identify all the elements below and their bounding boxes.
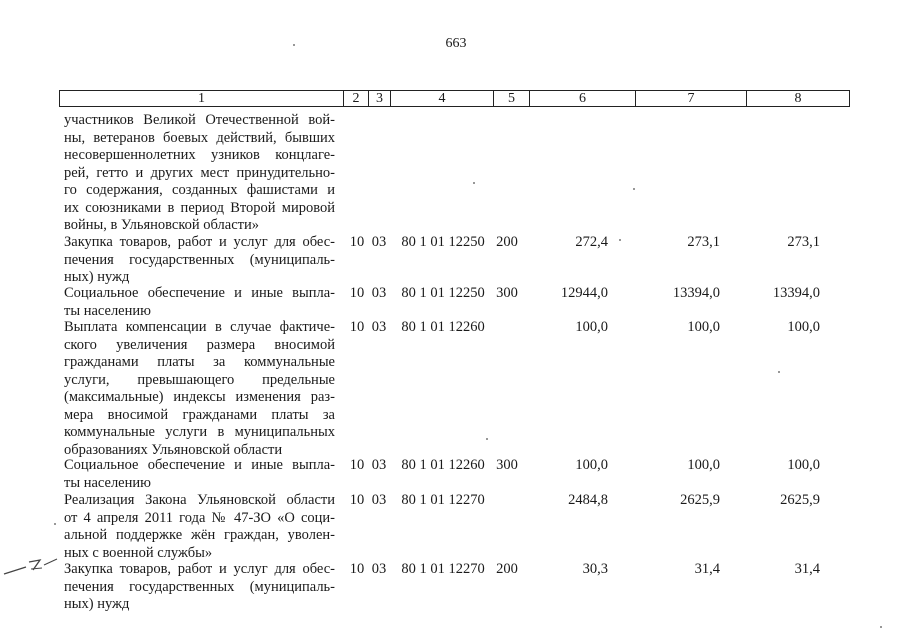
amount-col-7: 31,4 <box>694 561 720 577</box>
description-line: ных) нужд <box>64 269 130 285</box>
description-line: от 4 апреля 2011 года № 47-ЗО «О соци- <box>64 509 335 526</box>
section-code: 10 <box>349 457 365 473</box>
row-description <box>64 492 335 562</box>
description-line: Социальное обеспечение и иные выпла- <box>64 285 335 301</box>
subsection-code: 03 <box>371 492 387 508</box>
description-line: Социальное обеспечение и иные выпла- <box>64 457 335 473</box>
subsection-code: 03 <box>371 561 387 577</box>
column-header-7: 7 <box>635 91 746 106</box>
row-description <box>64 457 335 492</box>
description-line: мера вносимой гражданами платы за <box>64 406 335 423</box>
target-article-code: 80 1 01 12270 <box>401 492 485 508</box>
column-header-8: 8 <box>746 91 849 106</box>
section-code: 10 <box>349 285 365 301</box>
subsection-code: 03 <box>371 234 387 250</box>
amount-col-6: 12944,0 <box>560 285 608 301</box>
description-line: Закупка товаров, работ и услуг для обес- <box>64 234 335 250</box>
description-line: печения государственных (муниципаль- <box>64 251 335 268</box>
amount-col-8: 100,0 <box>787 319 820 335</box>
description-line: ны, ветеранов боевых действий, бывших <box>64 129 335 146</box>
description-line: ных) нужд <box>64 596 130 612</box>
description-line: услуги, превышающего предельные <box>64 371 335 388</box>
target-article-code: 80 1 01 12250 <box>401 285 485 301</box>
page-number: 663 <box>445 36 467 51</box>
description-line: несовершеннолетних узников концлаге- <box>64 147 335 163</box>
amount-col-8: 100,0 <box>787 457 820 473</box>
description-line: Выплата компенсации в случае фактиче- <box>64 319 335 335</box>
column-header-6: 6 <box>529 91 635 106</box>
column-header-1: 1 <box>198 91 205 106</box>
amount-col-6: 272,4 <box>575 234 608 250</box>
amount-col-7: 100,0 <box>687 319 720 335</box>
target-article-code: 80 1 01 12250 <box>401 234 485 250</box>
description-line: (максимальные) индексы изменения раз- <box>64 389 335 405</box>
amount-col-7: 100,0 <box>687 457 720 473</box>
row-description <box>64 285 335 320</box>
description-line: гражданами платы за коммунальные <box>64 354 335 370</box>
description-line: рей, гетто и других мест принудительно- <box>64 164 335 181</box>
amount-col-7: 273,1 <box>687 234 720 250</box>
description-line: Закупка товаров, работ и услуг для обес- <box>64 561 335 577</box>
section-code: 10 <box>349 319 365 335</box>
amount-col-7: 13394,0 <box>672 285 720 301</box>
table-header <box>59 90 850 107</box>
row-description <box>64 319 335 459</box>
amount-col-8: 2625,9 <box>780 492 820 508</box>
expense-type-code: 200 <box>496 234 518 250</box>
expense-type-code: 300 <box>496 285 518 301</box>
amount-col-6: 100,0 <box>575 457 608 473</box>
target-article-code: 80 1 01 12270 <box>401 561 485 577</box>
description-line: ского увеличения размера вносимой <box>64 336 335 353</box>
description-line: Реализация Закона Ульяновской области <box>64 492 335 508</box>
column-header-4: 4 <box>390 91 493 106</box>
description-line: их союзниками в период Второй мировой <box>64 199 335 216</box>
section-code: 10 <box>349 561 365 577</box>
row-description <box>64 561 335 614</box>
description-line: печения государственных (муниципаль- <box>64 578 335 595</box>
description-line: альной поддержке жён граждан, уволен- <box>64 527 335 543</box>
description-line: ных с военной службы» <box>64 544 213 561</box>
handwritten-margin-mark <box>0 548 60 582</box>
section-code: 10 <box>349 492 365 508</box>
description-line: го содержания, созданных фашистами и <box>64 182 335 198</box>
subsection-code: 03 <box>371 285 387 301</box>
row-description <box>64 234 335 287</box>
column-header-5: 5 <box>493 91 529 106</box>
amount-col-8: 273,1 <box>787 234 820 250</box>
amount-col-6: 2484,8 <box>568 492 608 508</box>
target-article-code: 80 1 01 12260 <box>401 319 485 335</box>
description-line: войны, в Ульяновской области» <box>64 217 259 233</box>
target-article-code: 80 1 01 12260 <box>401 457 485 473</box>
description-line: коммунальные услуги в муниципальных <box>64 424 335 440</box>
row-description <box>64 112 335 235</box>
amount-col-7: 2625,9 <box>680 492 720 508</box>
description-line: ты населению <box>64 474 151 491</box>
expense-type-code: 200 <box>496 561 518 577</box>
amount-col-6: 30,3 <box>582 561 608 577</box>
description-line: ты населению <box>64 302 151 319</box>
column-header-2: 2 <box>343 91 368 106</box>
expense-type-code: 300 <box>496 457 518 473</box>
description-line: участников Великой Отечественной вой- <box>64 112 335 128</box>
section-code: 10 <box>349 234 365 250</box>
amount-col-6: 100,0 <box>575 319 608 335</box>
amount-col-8: 31,4 <box>794 561 820 577</box>
column-header-3: 3 <box>368 91 390 106</box>
amount-col-8: 13394,0 <box>772 285 820 301</box>
subsection-code: 03 <box>371 319 387 335</box>
subsection-code: 03 <box>371 457 387 473</box>
description-line: образованиях Ульяновской области <box>64 441 283 458</box>
